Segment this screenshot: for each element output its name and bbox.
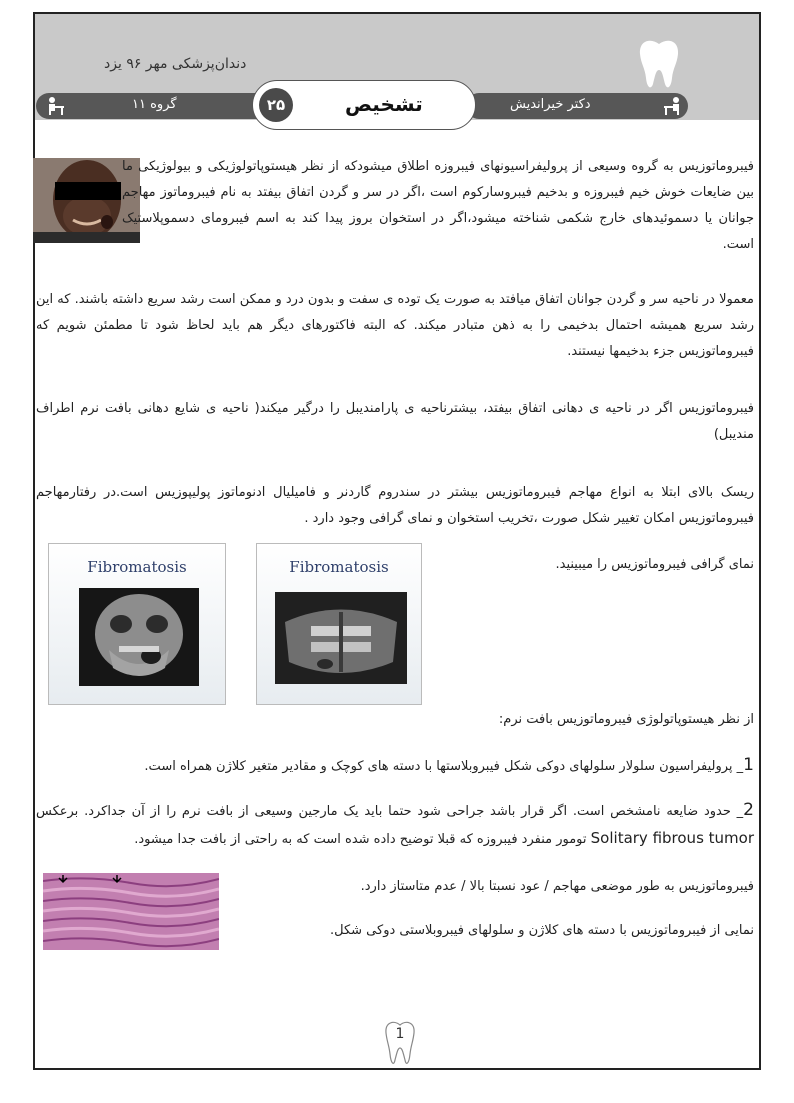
list-number: 1 xyxy=(743,755,754,775)
paragraph-clinical: معمولا در ناحیه سر و گردن جوانان اتفاق میافتد به صورت یک توده ی سفت و بدون درد و ممکن است رشد سریع داشته باشند. که این رشد سریع همیشه احتمال بدخیمی را به ذهن متبادر میکند. که البته فاکتورهای دیگر هم باید لحاظ شود تا مطمئن شویم که فیبروماتوزیس جزء بدخیمها نیستند. xyxy=(36,292,754,359)
group-label: گروه ۱۱ xyxy=(132,97,177,112)
paragraph-definition: فیبروماتوزیس به گروه وسیعی از پرولیفراسیونهای فیبروزه اطلاق میشودکه از نظر هیستوپاتولوژیکی و بیولوژیکی ما بین ضایعات خوش خیم فیبروزه و بدخیم فیبروسارکوم است ،اگر در سر و گردن اتفاق بیفتد به نام فیبروماتوز مهاجم جوانان یا دسموئیدهای خارج شکمی شناخته میشود،اگر در استخوان بروز پیدا کند به اسم فیبرومای دسموپلاستیک است. xyxy=(122,159,754,252)
person-at-desk-icon xyxy=(662,96,682,116)
section-number: ۲۵ xyxy=(259,88,293,122)
list-number: 2 xyxy=(743,800,754,820)
paragraph-oral-location: فیبروماتوزیس اگر در ناحیه ی دهانی اتفاق بیفتد، بیشترناحیه ی پارامندیبل را درگیر میکند( ناحیه ی شایع دهانی بافت نرم اطراف مندیبل) xyxy=(36,401,754,442)
paragraph-histo-caption: نمایی از فیبروماتوزیس با دسته های کلاژن و سلولهای فیبروبلاستی دوکی شکل. xyxy=(329,923,754,938)
section-title-pill xyxy=(252,80,476,130)
slide-title: Fibromatosis xyxy=(289,558,389,576)
latin-term: Solitary fibrous tumor xyxy=(590,829,754,847)
group-bar xyxy=(36,93,280,119)
paragraph-behavior: فیبروماتوزیس به طور موضعی مهاجم / عود نسبتا بالا / عدم متاستاز دارد. xyxy=(360,879,754,894)
slide-title: Fibromatosis xyxy=(87,558,187,576)
page-number: 1 xyxy=(395,1026,405,1042)
paragraph-histo-point-2 xyxy=(36,797,754,853)
slide-panoramic xyxy=(256,543,422,705)
paragraph-risk: ریسک بالای ابتلا به انواع مهاجم فیبروماتوزیس بیشتر در سندروم گاردنر و فامیلیال ادنوماتوز پولیپوزیس است.در رفتارمهاجم فیبروماتوزیس امکان تغییر شکل صورت ،تخریب استخوان و نمای گرافی وجود دارد . xyxy=(36,485,754,526)
ct-skull-image xyxy=(79,588,199,686)
paragraph-radiograph-caption: نمای گرافی فیبروماتوزیس را میبینید. xyxy=(555,557,754,572)
list-text: _ حدود ضایعه نامشخص است. اگر قرار باشد جراحی شود حتما باید یک مارجین وسیعی از بافت نرم را از آن جداکرد. برعکس xyxy=(36,804,744,819)
person-at-desk-icon xyxy=(46,96,66,116)
list-text: _ پرولیفراسیون سلولار سلولهای دوکی شکل فیبروبلاستها با دسته های کوچک و مقادیر متغیر کلاژن همراه است. xyxy=(144,759,744,774)
list-text: تومور منفرد فیبروزه که قبلا توضیح داده شده است که به راحتی از بافت جدا میشود. xyxy=(134,832,587,847)
doctor-label: دکتر خیراندیش xyxy=(510,97,591,112)
tooth-icon xyxy=(637,38,681,92)
panoramic-xray-image xyxy=(275,592,407,684)
header-subtitle: دندان‌پزشکی مهر ۹۶ یزد xyxy=(104,56,247,72)
paragraph-histo-point-1 xyxy=(36,752,754,780)
slide-ct-3d xyxy=(48,543,226,705)
paragraph-histo-heading: از نظر هیستوپاتولوژی فیبروماتوزیس بافت نرم: xyxy=(498,712,754,727)
doctor-bar xyxy=(466,93,688,119)
histology-image xyxy=(43,873,219,950)
section-title: تشخیص xyxy=(345,92,423,116)
